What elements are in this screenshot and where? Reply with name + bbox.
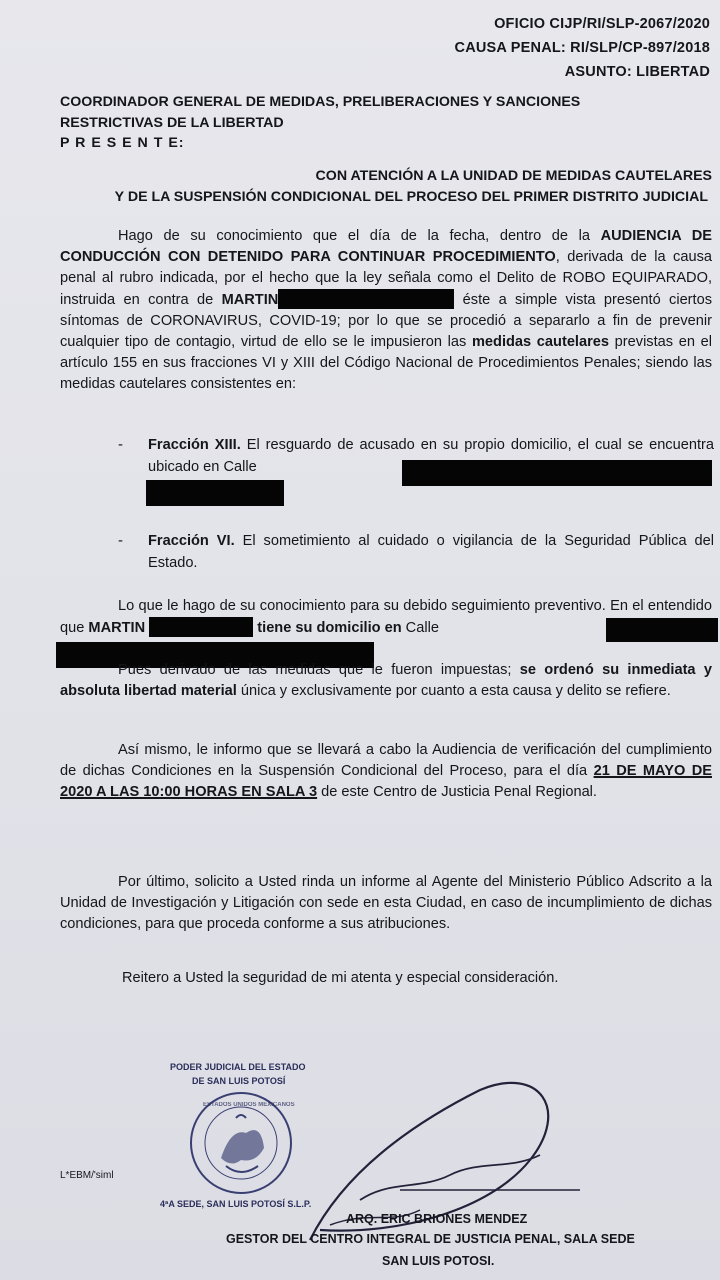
asunto: ASUNTO: LIBERTAD	[564, 64, 710, 80]
addressee-line-2: RESTRICTIVAS DE LA LIBERTAD	[60, 115, 284, 131]
p2-domicile-label: tiene su domicilio en	[257, 620, 402, 636]
attention-line-1: CON ATENCIÓN A LA UNIDAD DE MEDIDAS CAUTELARES	[315, 168, 712, 184]
item-1-dash: -	[118, 436, 123, 453]
seal-arc-text: ESTADOS UNIDOS MEXICANOS	[203, 1102, 295, 1108]
seal-line-1: PODER JUDICIAL DEL ESTADO	[170, 1062, 306, 1072]
causa-penal: CAUSA PENAL: RI/SLP/CP-897/2018	[454, 40, 710, 56]
p1-text-g: previstas en el artículo 155 en sus fracciones VI y XIII del Código Nacional de Procedimientos Penales; siendo las medidas cautelares consistentes en:	[60, 334, 712, 392]
presente-label: P R E S E N T E:	[60, 135, 185, 151]
redacted-address-1	[402, 460, 712, 486]
redacted-address-2	[606, 618, 718, 642]
item-fraccion-vi	[148, 530, 714, 574]
p1-text-c: , derivada de la causa penal al rubro indicada, por el hecho que la ley señala como el Delito de ROBO EQUIPARADO, instruida en contra de	[60, 249, 712, 308]
item-2-label: Fracción VI.	[148, 533, 235, 549]
p1-measures: medidas cautelares	[471, 334, 610, 350]
p2-text-a: Lo que le hago de su conocimiento para su debido seguimiento preventivo. En el entendido que	[60, 598, 712, 636]
p4-hearing-date: 21 DE MAYO DE 2020 A LAS 10:00 HORAS EN SALA 3	[60, 763, 712, 800]
paragraph-4	[60, 740, 712, 803]
signer-name: ARQ. ERIC BRIONES MENDEZ	[346, 1212, 528, 1226]
p3-release-order: se ordenó su inmediata y absoluta libertad material	[60, 662, 712, 699]
initials: L*EBM/'siml	[60, 1170, 114, 1181]
addressee-line-1: COORDINADOR GENERAL DE MEDIDAS, PRELIBERACIONES Y SANCIONES	[60, 94, 581, 110]
p1-defendant-name: MARTIN	[221, 292, 279, 308]
p2-text-d: Calle	[401, 620, 439, 636]
p1-text-e: éste a simple vista presentó ciertos síntomas de CORONAVIRUS, COVID-19; por lo que se procedió a separarlo a fin de prevenir cualquier tipo de contagio, virtud de ello se le impusieron las	[60, 292, 713, 350]
signer-title: GESTOR DEL CENTRO INTEGRAL DE JUSTICIA PENAL, SALA SEDE	[226, 1232, 635, 1246]
item-2-text: El sometimiento al cuidado o vigilancia de la Seguridad Pública del Estado.	[148, 533, 715, 571]
p2-defendant-name: MARTIN	[88, 620, 146, 636]
p4-text-a: Así mismo, le informo que se llevará a cabo la Audiencia de verificación del cumplimiento de dichas Condiciones en la Suspensión Condicional del Proceso, para el día	[60, 742, 712, 779]
p4-text-c: de este Centro de Justicia Penal Regional.	[317, 784, 597, 800]
p1-hearing-title: AUDIENCIA DE CONDUCCIÓN CON DETENIDO PARA CONTINUAR PROCEDIMIENTO	[60, 228, 712, 265]
attention-line-2: Y DE LA SUSPENSIÓN CONDICIONAL DEL PROCESO DEL PRIMER DISTRITO JUDICIAL	[114, 189, 708, 205]
closing-line: Reitero a Usted la seguridad de mi atenta y especial consideración.	[122, 970, 559, 986]
seal-bottom: 4ªA SEDE, SAN LUIS POTOSÍ S.L.P.	[160, 1199, 312, 1209]
signer-city: SAN LUIS POTOSI.	[382, 1254, 495, 1268]
paragraph-5: Por último, solicito a Usted rinda un informe al Agente del Ministerio Público Adscrito a la Unidad de Investigación y Litigación con sede en esta Ciudad, en caso de incumplimiento de dichas condiciones, para que proceda conforme a sus atribuciones.	[60, 874, 712, 932]
redacted-surname	[278, 289, 454, 309]
redacted-address-1b	[146, 480, 284, 506]
oficio-number: OFICIO CIJP/RI/SLP-2067/2020	[494, 16, 710, 32]
paragraph-3	[60, 660, 712, 702]
redacted-surname-2	[149, 617, 253, 637]
paragraph-1	[60, 226, 712, 395]
p3-text-c: única y exclusivamente por cuanto a esta causa y delito se refiere.	[236, 683, 671, 699]
seal-line-2: DE SAN LUIS POTOSÍ	[192, 1076, 286, 1086]
item-1-label: Fracción XIII.	[148, 437, 241, 453]
p1-text-a: Hago de su conocimiento que el día de la fecha, dentro de la	[118, 228, 601, 244]
item-1-text: El resguardo de acusado en su propio domicilio, el cual se encuentra ubicado en Calle	[148, 437, 714, 475]
p3-text-a: Pues derivado de las medidas que le fueron impuestas;	[118, 662, 520, 678]
item-2-dash: -	[118, 532, 123, 549]
